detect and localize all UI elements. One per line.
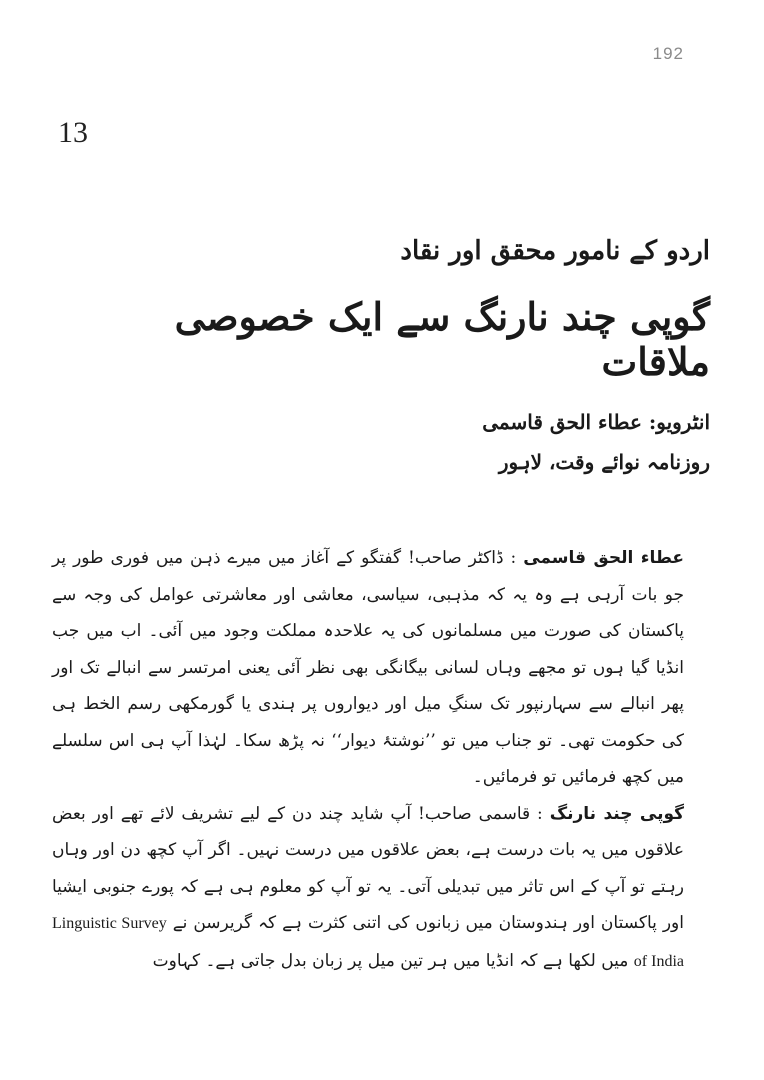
subtitle: اردو کے نامور محقق اور نقاد: [400, 236, 710, 266]
paragraph-text: : ڈاکٹر صاحب! گفتگو کے آغاز میں میرے ذہن میں فوری طور پر جو بات آرہی ہے وہ یہ کہ مذہبی، سیاسی، معاشی اور معاشرتی عوامل کی وجہ سے پاکستان کی صورت میں مسلمانوں کی یہ علاحدہ مملکت وجود میں آئی۔ اب میں جب انڈیا گیا ہوں تو مجھے وہاں لسانی بیگانگی بھی نظر آئی یعنی امرتسر سے انبالے تک اور پھر انبالے سے سہارنپور تک سنگِ میل اور دیواروں پر ہندی یا گورمکھی رسم الخط ہی کی حکومت تھی۔ تو جناب میں تو ’’نوشتۂ دیوار‘‘ نہ پڑھ سکا۔ لہٰذا آپ ہی اس سلسلے میں کچھ فرمائیں تو فرمائیں۔: [52, 548, 684, 787]
source-line: روزنامہ نوائے وقت، لاہور: [498, 450, 710, 474]
interview-body: [52, 540, 684, 980]
interviewer-line: انٹرویو: عطاء الحق قاسمی: [482, 410, 710, 434]
english-term: Linguistic Survey of India: [52, 915, 684, 970]
article-title: گوپی چند نارنگ سے ایک خصوصی ملاقات: [174, 294, 710, 384]
paragraph-question: [52, 540, 684, 796]
page-number: 192: [652, 44, 684, 63]
article-header: [60, 236, 710, 490]
paragraph-answer: [52, 796, 684, 981]
paragraph-text-continued: میں لکھا ہے کہ انڈیا میں ہر تین میل پر زبان بدل جاتی ہے۔ کہاوت: [152, 950, 629, 971]
speaker-name: عطاء الحق قاسمی: [523, 548, 685, 568]
paragraph-text: : قاسمی صاحب! آپ شاید چند دن کے لیے تشریف لائے تھے اور بعض علاقوں میں یہ بات درست ہے، بعض علاقوں میں درست نہیں۔ اگر آپ کچھ دن اور وہاں رہتے تو آپ کے اس تاثر میں تبدیلی آتی۔ یہ تو آپ کو معلوم ہی ہے کہ پورے جنوبی ایشیا اور پاکستان اور ہندوستان میں زبانوں کی اتنی کثرت ہے کہ گریرسن نے: [52, 803, 684, 933]
speaker-name: گوپی چند نارنگ: [549, 803, 684, 824]
chapter-number: 13: [58, 116, 88, 149]
